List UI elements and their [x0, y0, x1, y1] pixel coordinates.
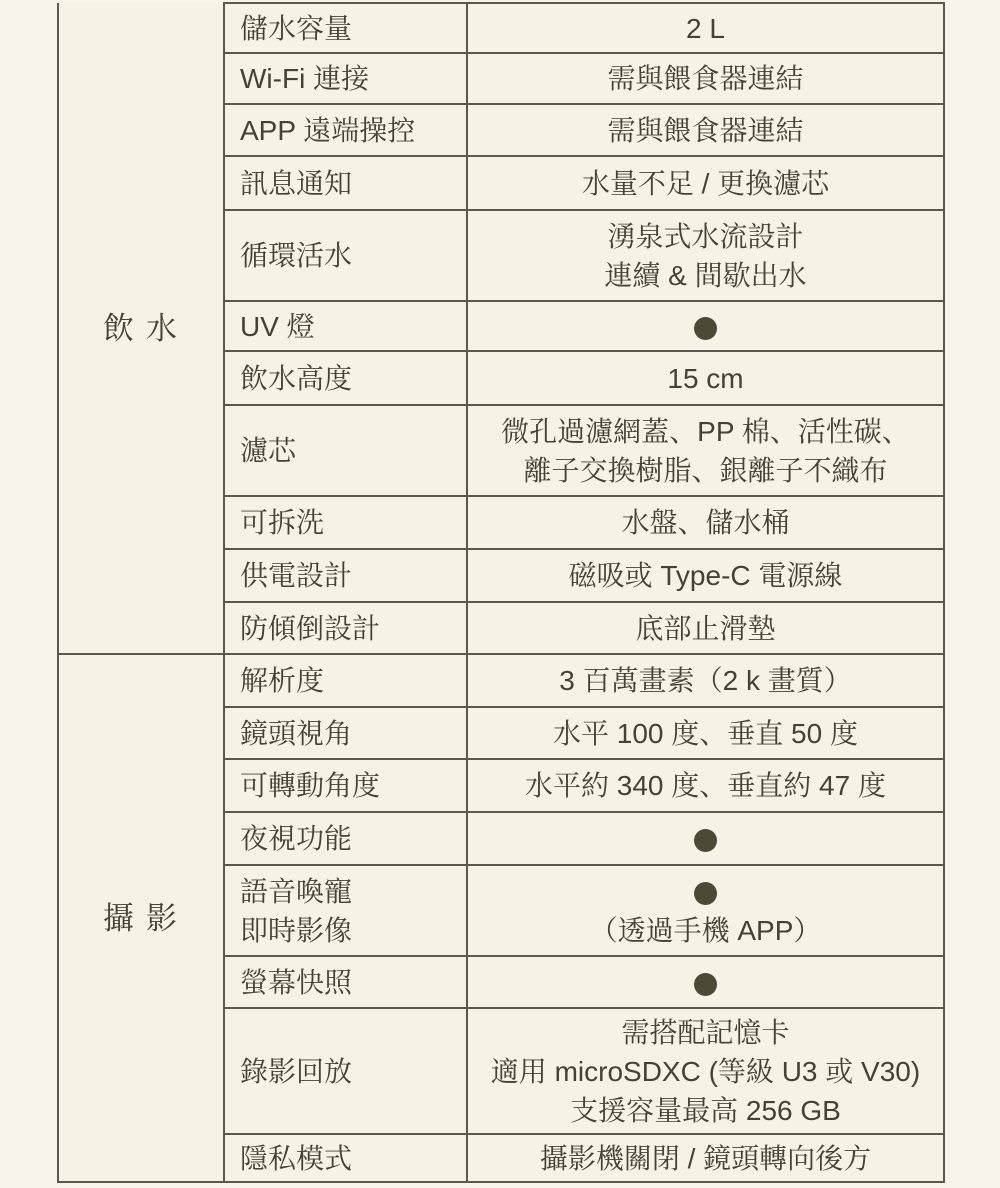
spec-row-label: 濾芯 — [224, 405, 467, 496]
enabled-dot-icon — [694, 317, 717, 340]
spec-row-value: 水量不足 / 更換濾芯 — [467, 156, 944, 210]
spec-row-label: 訊息通知 — [224, 156, 467, 210]
spec-row-value: 底部止滑墊 — [467, 602, 944, 654]
spec-row-value — [467, 956, 944, 1008]
spec-row-value: 水平 100 度、垂直 50 度 — [467, 707, 944, 759]
spec-row-label: 夜視功能 — [224, 812, 467, 865]
table-row — [58, 654, 944, 707]
spec-row-label: 螢幕快照 — [224, 956, 467, 1008]
spec-row-label: UV 燈 — [224, 301, 467, 351]
spec-row-label: 可轉動角度 — [224, 759, 467, 812]
group-cell-camera — [58, 654, 224, 1182]
spec-row-value: 湧泉式水流設計 連續 & 間歇出水 — [467, 210, 944, 301]
spec-row-label: 可拆洗 — [224, 496, 467, 549]
spec-row-label: Wi-Fi 連接 — [224, 53, 467, 104]
spec-row-label: 循環活水 — [224, 210, 467, 301]
spec-row-value: 需與餵食器連結 — [467, 53, 944, 104]
spec-row-label: 隱私模式 — [224, 1134, 467, 1182]
group-cell-drinking — [58, 3, 224, 654]
enabled-dot-icon — [694, 829, 717, 852]
enabled-dot-icon — [694, 973, 717, 996]
spec-row-label: 防傾倒設計 — [224, 602, 467, 654]
spec-row-value: 需與餵食器連結 — [467, 104, 944, 156]
spec-row-label: 錄影回放 — [224, 1008, 467, 1134]
spec-row-value: 微孔過濾網蓋、PP 棉、活性碳、 離子交換樹脂、銀離子不織布 — [467, 405, 944, 496]
spec-row-value — [467, 301, 944, 351]
spec-row-value: 水平約 340 度、垂直約 47 度 — [467, 759, 944, 812]
spec-row-label: APP 遠端操控 — [224, 104, 467, 156]
spec-row-value: 磁吸或 Type-C 電源線 — [467, 549, 944, 602]
spec-row-value: （透過手機 APP） — [467, 865, 944, 956]
group-label: 飲水 — [103, 310, 189, 346]
spec-row-label: 供電設計 — [224, 549, 467, 602]
spec-row-value: 2 L — [467, 3, 944, 53]
spec-table — [57, 2, 945, 1183]
table-row — [58, 3, 944, 53]
spec-row-label: 鏡頭視角 — [224, 707, 467, 759]
spec-row-label: 語音喚寵 即時影像 — [224, 865, 467, 956]
spec-row-label: 飲水高度 — [224, 351, 467, 405]
group-label: 攝影 — [103, 900, 189, 936]
spec-row-value: 15 cm — [467, 351, 944, 405]
spec-row-value: 攝影機關閉 / 鏡頭轉向後方 — [467, 1134, 944, 1182]
spec-row-value — [467, 812, 944, 865]
spec-row-value: 3 百萬畫素（2 k 畫質） — [467, 654, 944, 707]
spec-row-label: 儲水容量 — [224, 3, 467, 53]
enabled-dot-icon — [694, 882, 717, 905]
spec-row-value: 水盤、儲水桶 — [467, 496, 944, 549]
spec-row-label: 解析度 — [224, 654, 467, 707]
spec-row-value: 需搭配記憶卡 適用 microSDXC (等級 U3 或 V30) 支援容量最高 256 GB — [467, 1008, 944, 1134]
